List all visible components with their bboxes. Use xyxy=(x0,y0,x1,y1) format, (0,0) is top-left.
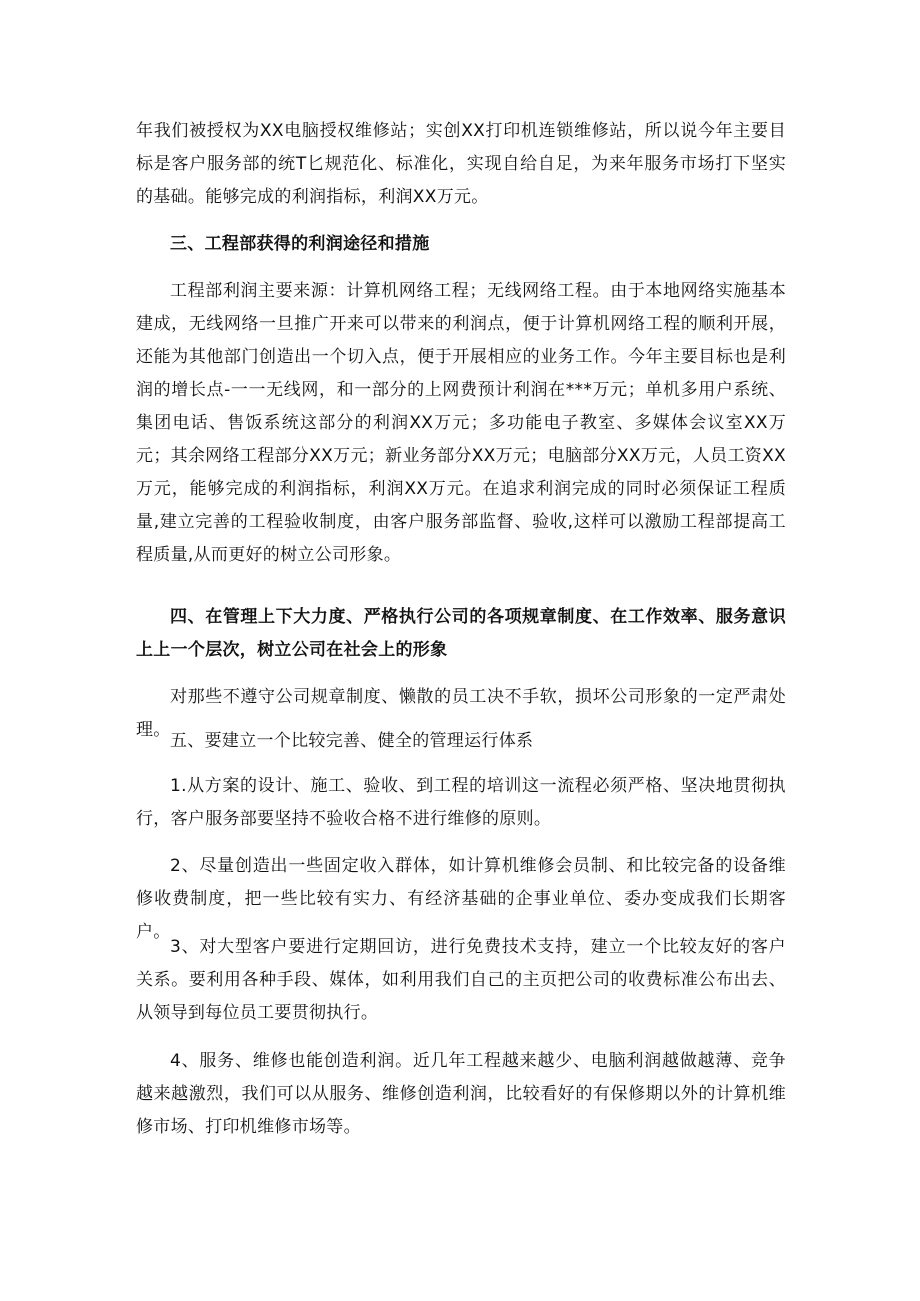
heading-section-3: 三、工程部获得的利润途径和措施 xyxy=(170,234,430,254)
list-item-1: 1.从方案的设计、施工、验收、到工程的培训这一流程必须严格、坚决地贯彻执行，客户服务部要坚持不验收合格不进行维修的原则。 xyxy=(136,776,786,829)
paragraph-continuation: 年我们被授权为XX电脑授权维修站；实创XX打印机连锁维修站，所以说今年主要目标是客户服务部的统T匕规范化、标准化，实现自给自足，为来年服务市场打下坚实的基础。能够完成的利润指标，利润XX万元。 xyxy=(136,121,786,207)
list-item-2: 2、尽量创造出一些固定收入群体，如计算机维修会员制、和比较完备的设备维修收费制度，把一些比较有实力、有经济基础的企事业单位、委办变成我们长期客户。 xyxy=(136,856,786,942)
heading-section-5: 五、要建立一个比较完善、健全的管理运行体系 xyxy=(170,731,534,751)
heading-section-4: 四、在管理上下大力度、严格执行公司的各项规章制度、在工作效率、服务意识上上一个层次，树立公司在社会上的形象 xyxy=(136,607,786,660)
list-item-4: 4、服务、维修也能创造利润。近几年工程越来越少、电脑利润越做越薄、竞争越来越激烈，我们可以从服务、维修创造利润，比较看好的有保修期以外的计算机维修市场、打印机维修市场等。 xyxy=(136,1051,786,1137)
paragraph-engineering-profit: 工程部利润主要来源：计算机网络工程；无线网络工程。由于本地网络实施基本建成，无线网络一旦推广开来可以带来的利润点，便于计算机网络工程的顺利开展，还能为其他部门创造出一个切入点，便于开展相应的业务工作。今年主要目标也是利润的增长点-一一无线网，和一部分的上网费预计利润在***万元；单机多用户系统、集团电话、售饭系统这部分的利润XX万元；多功能电子教室、多媒体会议室XX万元；其余网络工程部分XX万元；新业务部分XX万元；电脑部分XX万元，人员工资XX万元，能够完成的利润指标，利润XX万元。在追求利润完成的同时必须保证工程质量,建立完善的工程验收制度，由客户服务部监督、验收,这样可以激励工程部提高工程质量,从而更好的树立公司形象。 xyxy=(136,281,786,565)
list-item-3: 3、对大型客户要进行定期回访，进行免费技术支持，建立一个比较友好的客户关系。要利用各种手段、媒体，如利用我们自己的主页把公司的收费标准公布出去、从领导到每位员工要贯彻执行。 xyxy=(136,937,786,1023)
paragraph-discipline: 对那些不遵守公司规章制度、懒散的员工决不手软，损坏公司形象的一定严肃处理。 xyxy=(136,687,786,740)
